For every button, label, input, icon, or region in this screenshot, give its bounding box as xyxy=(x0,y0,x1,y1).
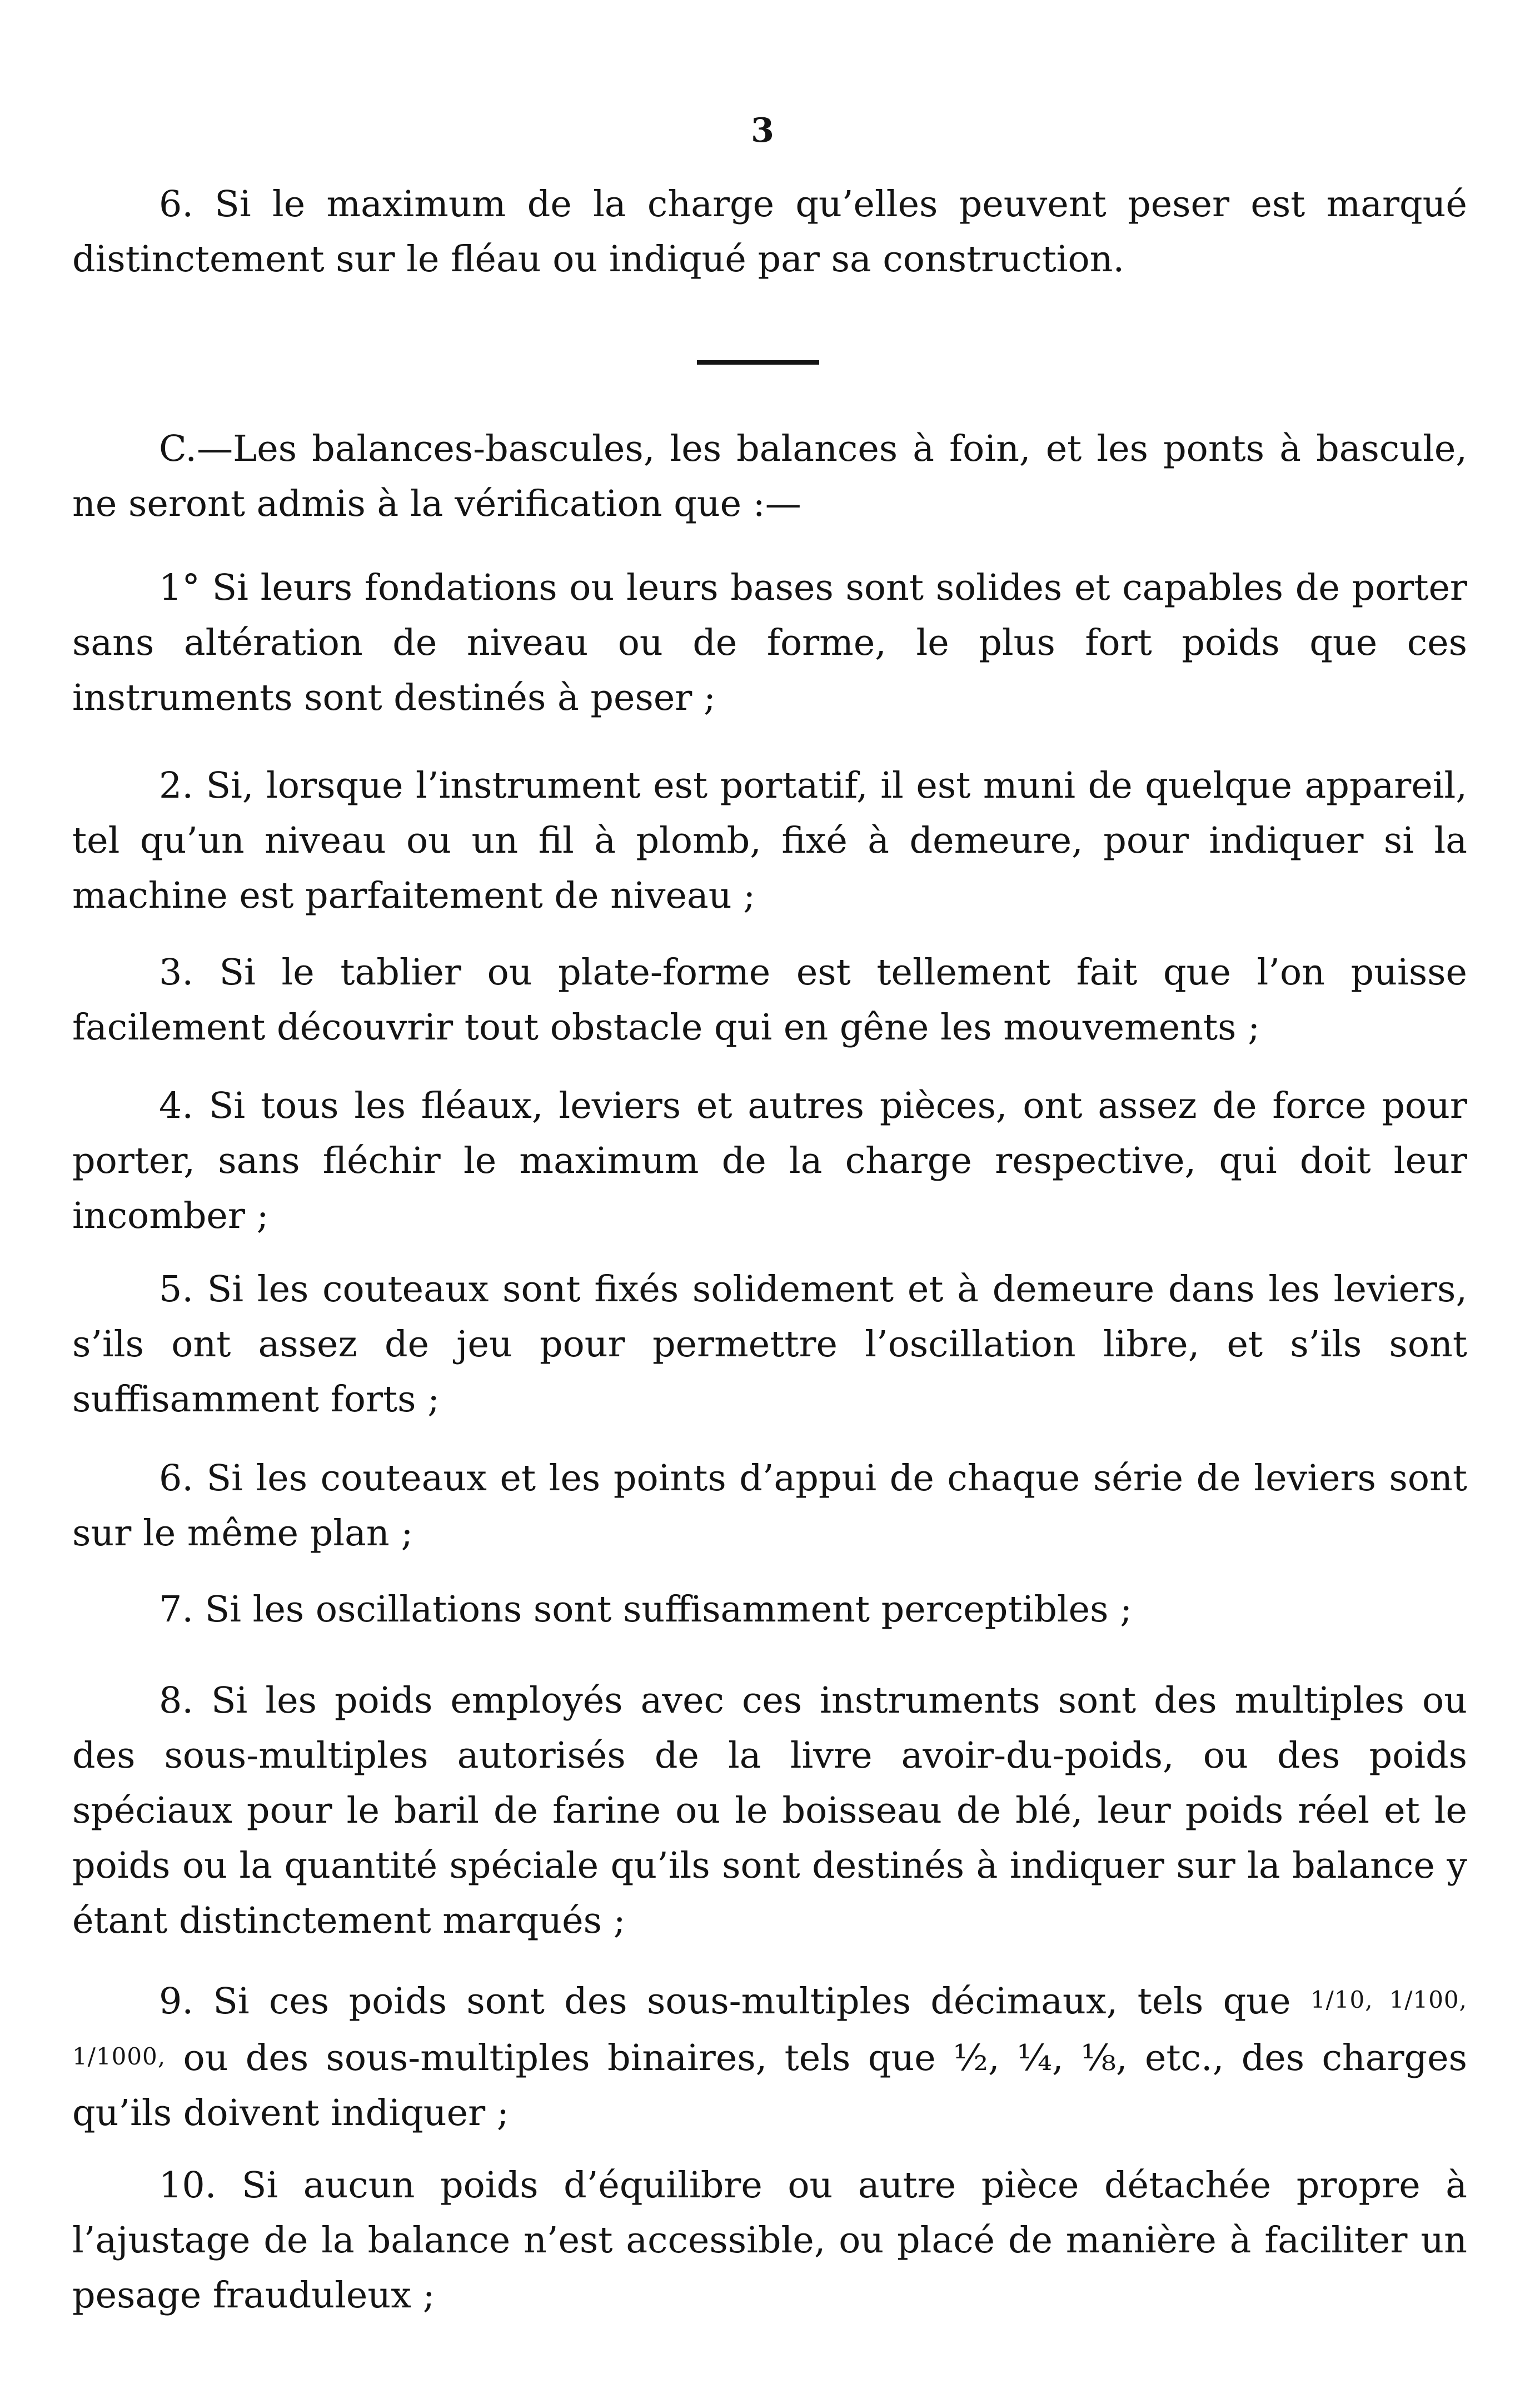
paragraph: 1° Si leurs fondations ou leurs bases sont solides et capables de porter sans altération de niveau ou de forme, le plus fort poids que ces instruments sont destinés à peser ; xyxy=(72,567,1467,719)
paragraph: 2. Si, lorsque l’instrument est portatif, il est muni de quelque appareil, tel qu’un niveau ou un fil à plomb, fixé à demeure, pour indiquer si la machine est parfaitement de niveau ; xyxy=(72,765,1467,917)
decimal-fractions: 1/10, 1/100, 1/1000, xyxy=(72,1986,1467,2070)
binary-fractions: ½, ¼, ⅛, xyxy=(953,2037,1128,2079)
section-c-item-2 xyxy=(72,758,1467,923)
section-c-item-10 xyxy=(72,2158,1467,2323)
paragraph: 6. Si les couteaux et les points d’appui de chaque série de leviers sont sur le même plan ; xyxy=(72,1457,1467,1554)
section-c-item-5 xyxy=(72,1262,1467,1427)
section-c-item-6 xyxy=(72,1451,1467,1561)
section-c-item-4 xyxy=(72,1078,1467,1243)
paragraph: 6. Si le maximum de la charge qu’elles peuvent peser est marqué distinctement sur le fléau ou indiqué par sa construction. xyxy=(72,183,1467,280)
paragraph: 3. Si le tablier ou plate-forme est tellement fait que l’on puisse facilement découvrir tout obstacle qui en gêne les mouvements ; xyxy=(72,952,1467,1048)
item9-text-after: etc., des charges qu’ils doivent indiquer ; xyxy=(72,2037,1467,2134)
paragraph: 4. Si tous les fléaux, leviers et autres pièces, ont assez de force pour porter, sans fléchir le maximum de la charge respective, qui doit leur incomber ; xyxy=(72,1085,1467,1237)
page-number: 3 xyxy=(751,111,774,150)
paragraph: 5. Si les couteaux sont fixés solidement et à demeure dans les leviers, s’ils ont assez de jeu pour permettre l’oscillation libre, et s’ils sont suffisamment forts ; xyxy=(72,1268,1467,1420)
section-c-intro xyxy=(72,421,1467,531)
paragraph: 10. Si aucun poids d’équilibre ou autre pièce détachée propre à l’ajustage de la balance n’est accessible, ou placé de manière à faciliter un pesage frauduleux ; xyxy=(72,2165,1467,2316)
section-c-item-8 xyxy=(72,1673,1467,1948)
section-b-item-6 xyxy=(72,177,1467,287)
section-divider xyxy=(697,360,819,365)
section-c-item-3 xyxy=(72,945,1467,1055)
section-c-item-1 xyxy=(72,560,1467,725)
item9-text-before: 9. Si ces poids sont des sous-multiples décimaux, tels que xyxy=(159,1981,1310,2022)
paragraph: 8. Si les poids employés avec ces instruments sont des multiples ou des sous-multiples autorisés de la livre avoir-du-poids, ou des poids spéciaux pour le baril de farine ou le boisseau de blé, leur poids réel et le poids ou la quantité spéciale qu’ils sont destinés à indiquer sur la balance y étant distinctement marqués ; xyxy=(72,1680,1467,1942)
item9-text-middle: ou des sous-multiples binaires, tels que xyxy=(166,2037,954,2079)
paragraph: C.—Les balances-bascules, les balances à foin, et les ponts à bascule, ne seront admis à la vérification que :— xyxy=(72,428,1467,525)
paragraph xyxy=(72,1972,1467,2141)
section-c-item-7 xyxy=(72,1582,1467,1637)
paragraph: 7. Si les oscillations sont suffisamment perceptibles ; xyxy=(159,1589,1133,1630)
section-c-item-9 xyxy=(72,1972,1467,2141)
